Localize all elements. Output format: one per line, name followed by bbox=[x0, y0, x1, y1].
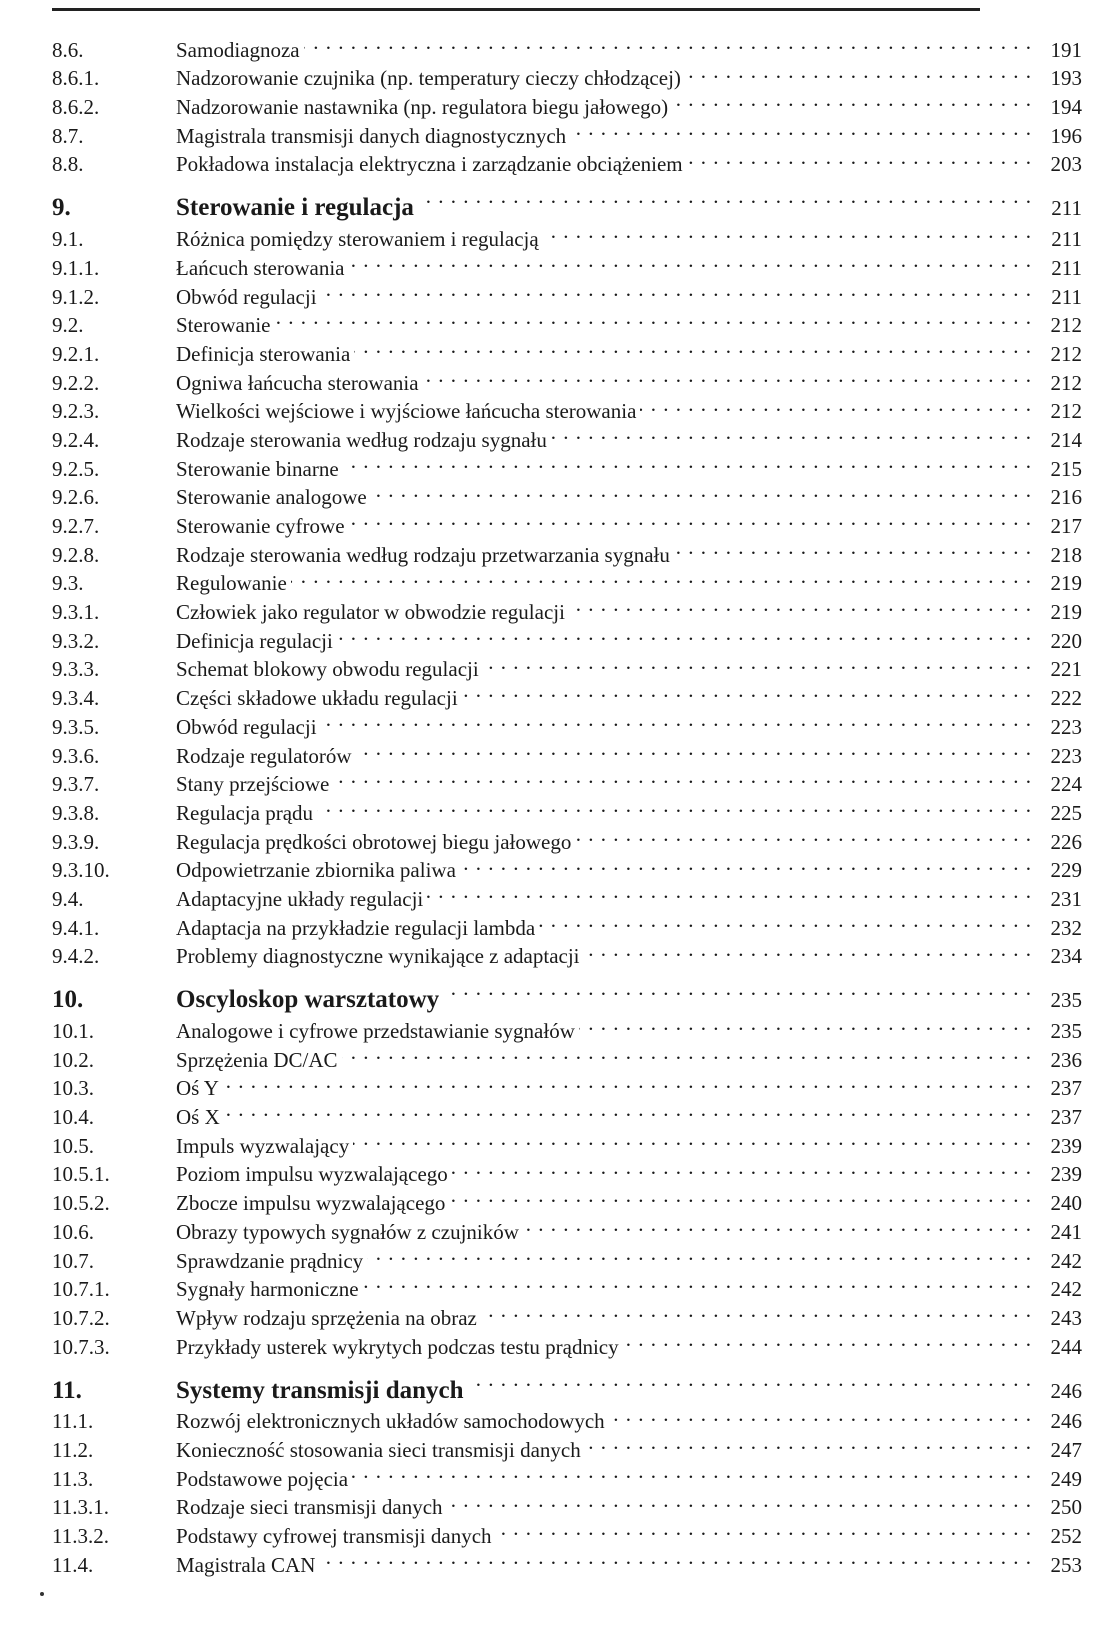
toc-entry-page: 243 bbox=[1050, 1305, 1082, 1330]
toc-entry-title: Rodzaje sterowania według rodzaju sygnału bbox=[176, 427, 547, 452]
toc-entry-page: 234 bbox=[1050, 944, 1082, 969]
dot-leader bbox=[354, 332, 1032, 361]
dot-leader bbox=[452, 1153, 1032, 1182]
toc-entry-number: 9.2.6. bbox=[52, 485, 100, 510]
dot-leader bbox=[319, 1543, 1032, 1572]
toc-entry-number: 11.1. bbox=[52, 1409, 94, 1434]
dot-leader bbox=[333, 763, 1032, 792]
toc-entry-page: 237 bbox=[1050, 1076, 1082, 1101]
dot-leader bbox=[640, 390, 1032, 419]
toc-entry-page: 232 bbox=[1050, 915, 1082, 940]
toc-entry-number: 8.7. bbox=[52, 123, 84, 148]
toc-entry-number: 9.3.5. bbox=[52, 714, 100, 739]
toc-entry-title: Schemat blokowy obwodu regulacji bbox=[176, 657, 479, 682]
dot-leader bbox=[224, 1095, 1032, 1124]
toc-entry-number: 9. bbox=[52, 194, 71, 222]
table-of-contents bbox=[52, 28, 1082, 1577]
dot-leader bbox=[468, 1360, 1032, 1398]
dot-leader bbox=[462, 676, 1032, 705]
dot-leader bbox=[342, 1038, 1032, 1067]
toc-entry-page: 219 bbox=[1050, 600, 1082, 625]
toc-entry-number: 8.6. bbox=[52, 37, 84, 62]
dot-leader bbox=[585, 1428, 1032, 1457]
toc-entry-number: 9.3.2. bbox=[52, 628, 100, 653]
toc-entry-number: 9.2. bbox=[52, 313, 84, 338]
toc-chapter-row[interactable] bbox=[52, 969, 1082, 1014]
dot-leader bbox=[570, 114, 1032, 143]
toc-entry-title: Oscyloskop warsztatowy bbox=[176, 986, 440, 1014]
toc-entry-page: 239 bbox=[1050, 1133, 1082, 1158]
toc-entry-page: 229 bbox=[1050, 858, 1082, 883]
toc-entry-number: 9.3.1. bbox=[52, 600, 100, 625]
toc-entry-number: 9.4.2. bbox=[52, 944, 100, 969]
toc-entry-number: 9.3.7. bbox=[52, 772, 100, 797]
toc-chapter-row[interactable] bbox=[52, 1360, 1082, 1404]
toc-entry-number: 9.4. bbox=[52, 886, 84, 911]
toc-entry-number: 10.4. bbox=[52, 1105, 94, 1130]
toc-entry-title: Wielkości wejściowe i wyjściowe łańcucha sterowania bbox=[176, 399, 637, 424]
toc-entry-number: 10.5.2. bbox=[52, 1191, 110, 1216]
dot-leader bbox=[291, 562, 1032, 591]
toc-entry-title: Podstawowe pojęcia bbox=[176, 1466, 349, 1491]
toc-entry-number: 9.2.4. bbox=[52, 427, 100, 452]
dot-leader bbox=[609, 1400, 1032, 1429]
dot-leader bbox=[575, 820, 1032, 849]
toc-entry-page: 196 bbox=[1050, 123, 1082, 148]
toc-entry-page: 221 bbox=[1050, 657, 1082, 682]
toc-entry-number: 10.6. bbox=[52, 1219, 94, 1244]
dot-leader bbox=[481, 1296, 1032, 1325]
toc-entry-title: Systemy transmisji danych bbox=[176, 1376, 464, 1404]
toc-entry-title: Sygnały harmoniczne bbox=[176, 1277, 359, 1302]
dot-leader bbox=[427, 877, 1032, 906]
toc-entry-title: Podstawy cyfrowej transmisji danych bbox=[176, 1524, 492, 1548]
toc-entry-number: 9.3.4. bbox=[52, 686, 100, 711]
toc-entry-title: Poziom impulsu wyzwalającego bbox=[176, 1162, 448, 1187]
dot-leader bbox=[460, 849, 1032, 878]
toc-entry-page: 193 bbox=[1050, 66, 1082, 91]
scan-speck bbox=[40, 1592, 44, 1596]
toc-entry-page: 214 bbox=[1050, 427, 1082, 452]
top-rule bbox=[52, 8, 980, 11]
toc-entry-number: 10. bbox=[52, 986, 84, 1014]
dot-leader bbox=[443, 969, 1032, 1007]
toc-entry-title: Regulowanie bbox=[176, 571, 287, 596]
dot-leader bbox=[317, 791, 1032, 820]
toc-entry-title: Magistrala CAN bbox=[176, 1552, 316, 1577]
toc-entry-page: 212 bbox=[1050, 399, 1082, 424]
dot-leader bbox=[367, 1239, 1032, 1268]
toc-entry-page: 191 bbox=[1050, 37, 1082, 62]
dot-leader bbox=[349, 504, 1032, 533]
toc-entry-number: 10.5.1. bbox=[52, 1162, 110, 1187]
toc-entry-title: Rodzaje regulatorów bbox=[176, 743, 352, 768]
toc-entry-page: 211 bbox=[1051, 227, 1082, 252]
toc-entry-title: Nadzorowanie nastawnika (np. regulatora biegu jałowego) bbox=[176, 95, 669, 120]
toc-entry-page: 242 bbox=[1050, 1248, 1082, 1273]
toc-entry-page: 244 bbox=[1050, 1334, 1082, 1359]
toc-entry-page: 237 bbox=[1050, 1105, 1082, 1130]
toc-entry-page: 212 bbox=[1050, 313, 1082, 338]
dot-leader bbox=[337, 619, 1032, 648]
toc-entry-page: 216 bbox=[1050, 485, 1082, 510]
dot-leader bbox=[584, 935, 1032, 964]
toc-entry-page: 253 bbox=[1050, 1552, 1082, 1577]
toc-entry-title: Przykłady usterek wykrytych podczas testu prądnicy bbox=[176, 1334, 619, 1359]
dot-leader bbox=[352, 1457, 1032, 1486]
toc-entry-number: 9.3. bbox=[52, 571, 84, 596]
toc-entry-title: Sterowanie i regulacja bbox=[176, 194, 414, 222]
toc-entry-page: 246 bbox=[1050, 1378, 1082, 1403]
toc-entry-title: Adaptacja na przykładzie regulacji lambda bbox=[176, 915, 536, 940]
dot-leader bbox=[674, 533, 1032, 562]
toc-entry-number: 9.3.10. bbox=[52, 858, 110, 883]
dot-leader bbox=[343, 447, 1032, 476]
toc-entry-title: Różnica pomiędzy sterowaniem i regulacją bbox=[176, 227, 539, 252]
toc-entry-number: 9.2.2. bbox=[52, 370, 100, 395]
dot-leader bbox=[687, 143, 1032, 172]
toc-entry-number: 9.2.1. bbox=[52, 341, 100, 366]
dot-leader bbox=[449, 1181, 1032, 1210]
toc-entry-page: 212 bbox=[1050, 370, 1082, 395]
toc-entry-title: Samodiagnoza bbox=[176, 37, 300, 62]
toc-entry-title: Zbocze impulsu wyzwalającego bbox=[176, 1191, 446, 1216]
toc-entry-page: 249 bbox=[1050, 1466, 1082, 1491]
toc-entry-title: Obwód regulacji bbox=[176, 284, 317, 309]
toc-entry-number: 10.5. bbox=[52, 1133, 94, 1158]
toc-entry-number: 9.3.8. bbox=[52, 800, 100, 825]
toc-entry-title: Definicja sterowania bbox=[176, 341, 351, 366]
toc-entry-page: 246 bbox=[1050, 1409, 1082, 1434]
toc-entry-title: Odpowietrzanie zbiornika paliwa bbox=[176, 858, 456, 883]
toc-entry-page: 236 bbox=[1050, 1047, 1082, 1072]
toc-entry-page: 194 bbox=[1050, 95, 1082, 120]
toc-entry-title: Oś X bbox=[176, 1105, 220, 1130]
dot-leader bbox=[363, 1268, 1032, 1297]
toc-entry-page: 240 bbox=[1050, 1191, 1082, 1216]
toc-entry-title: Impuls wyzwalający bbox=[176, 1133, 350, 1158]
toc-entry-title: Wpływ rodzaju sprzężenia na obraz bbox=[176, 1305, 477, 1330]
dot-leader bbox=[539, 906, 1032, 935]
toc-entry-number: 9.3.6. bbox=[52, 743, 100, 768]
toc-entry-page: 224 bbox=[1050, 772, 1082, 797]
toc-entry-page: 215 bbox=[1050, 456, 1082, 481]
toc-entry-number: 9.1. bbox=[52, 227, 84, 252]
toc-entry-number: 9.2.3. bbox=[52, 399, 100, 424]
toc-entry-title: Sterowanie analogowe bbox=[176, 485, 367, 510]
toc-entry-number: 10.7. bbox=[52, 1248, 94, 1273]
toc-entry-page: 211 bbox=[1051, 284, 1082, 309]
toc-entry-title: Sterowanie cyfrowe bbox=[176, 514, 345, 538]
toc-entry-page: 250 bbox=[1050, 1495, 1082, 1520]
toc-entry-number: 9.4.1. bbox=[52, 915, 100, 940]
toc-entry-title: Sterowanie bbox=[176, 313, 271, 338]
toc-entry-number: 11.3.2. bbox=[52, 1524, 109, 1548]
toc-entry-title: Adaptacyjne układy regulacji bbox=[176, 886, 424, 911]
toc-entry-row[interactable] bbox=[52, 28, 1082, 62]
dot-leader bbox=[353, 1124, 1032, 1153]
toc-entry-page: 247 bbox=[1050, 1437, 1082, 1462]
toc-entry-number: 11. bbox=[52, 1376, 82, 1404]
toc-entry-page: 219 bbox=[1050, 571, 1082, 596]
dot-leader bbox=[423, 361, 1032, 390]
dot-leader bbox=[371, 476, 1032, 505]
dot-leader bbox=[551, 418, 1032, 447]
toc-entry-title: Rodzaje sieci transmisji danych bbox=[176, 1495, 443, 1520]
toc-entry-page: 217 bbox=[1050, 514, 1082, 538]
dot-leader bbox=[304, 28, 1032, 57]
toc-entry-title: Obwód regulacji bbox=[176, 714, 317, 739]
dot-leader bbox=[321, 275, 1032, 304]
dot-leader bbox=[672, 85, 1032, 114]
toc-entry-number: 11.3.1. bbox=[52, 1495, 109, 1520]
dot-leader bbox=[447, 1486, 1032, 1515]
toc-entry-title: Sprzężenia DC/AC bbox=[176, 1047, 338, 1072]
dot-leader bbox=[349, 246, 1032, 275]
toc-entry-number: 8.8. bbox=[52, 152, 84, 177]
dot-leader bbox=[496, 1514, 1032, 1543]
toc-entry-number: 10.1. bbox=[52, 1019, 94, 1043]
toc-entry-title: Łańcuch sterowania bbox=[176, 255, 345, 280]
dot-leader bbox=[223, 1067, 1032, 1096]
toc-entry-number: 9.3.3. bbox=[52, 657, 100, 682]
toc-entry-number: 9.3.9. bbox=[52, 829, 100, 854]
toc-entry-title: Pokładowa instalacja elektryczna i zarządzanie obciążeniem bbox=[176, 152, 683, 177]
toc-entry-number: 9.1.2. bbox=[52, 284, 100, 309]
toc-entry-number: 9.2.7. bbox=[52, 514, 100, 538]
toc-entry-number: 10.7.3. bbox=[52, 1334, 110, 1359]
toc-entry-title: Regulacja prędkości obrotowej biegu jałowego bbox=[176, 829, 572, 854]
dot-leader bbox=[418, 177, 1032, 215]
toc-entry-page: 223 bbox=[1050, 714, 1082, 739]
toc-entry-number: 10.2. bbox=[52, 1047, 94, 1072]
toc-entry-title: Obrazy typowych sygnałów z czujników bbox=[176, 1219, 519, 1244]
dot-leader bbox=[356, 734, 1032, 763]
toc-entry-title: Magistrala transmisji danych diagnostycznych bbox=[176, 123, 567, 148]
toc-entry-title: Definicja regulacji bbox=[176, 628, 333, 653]
toc-entry-number: 8.6.2. bbox=[52, 95, 100, 120]
dot-leader bbox=[685, 57, 1032, 86]
dot-leader bbox=[321, 705, 1032, 734]
toc-entry-page: 242 bbox=[1050, 1277, 1082, 1302]
dot-leader bbox=[523, 1210, 1032, 1239]
toc-entry-page: 235 bbox=[1050, 1019, 1082, 1043]
toc-entry-page: 220 bbox=[1050, 628, 1082, 653]
toc-entry-number: 8.6.1. bbox=[52, 66, 100, 91]
toc-entry-page: 223 bbox=[1050, 743, 1082, 768]
toc-entry-page: 235 bbox=[1050, 988, 1082, 1013]
toc-entry-title: Oś Y bbox=[176, 1076, 219, 1101]
toc-entry-page: 231 bbox=[1050, 886, 1082, 911]
toc-entry-number: 11.3. bbox=[52, 1466, 94, 1491]
toc-entry-number: 9.2.5. bbox=[52, 456, 100, 481]
dot-leader bbox=[483, 648, 1032, 677]
toc-entry-page: 218 bbox=[1050, 542, 1082, 567]
toc-entry-title: Ogniwa łańcucha sterowania bbox=[176, 370, 419, 395]
toc-entry-title: Sterowanie binarne bbox=[176, 456, 339, 481]
toc-entry-page: 225 bbox=[1050, 800, 1082, 825]
toc-entry-title: Problemy diagnostyczne wynikające z adaptacji bbox=[176, 944, 580, 969]
toc-entry-page: 212 bbox=[1050, 341, 1082, 366]
toc-entry-number: 10.7.2. bbox=[52, 1305, 110, 1330]
toc-entry-page: 241 bbox=[1050, 1219, 1082, 1244]
toc-entry-title: Części składowe układu regulacji bbox=[176, 686, 458, 711]
toc-entry-title: Sprawdzanie prądnicy bbox=[176, 1248, 364, 1273]
toc-entry-title: Człowiek jako regulator w obwodzie regulacji bbox=[176, 600, 565, 625]
toc-entry-page: 203 bbox=[1050, 152, 1082, 177]
dot-leader bbox=[623, 1325, 1032, 1354]
toc-entry-page: 239 bbox=[1050, 1162, 1082, 1187]
dot-leader bbox=[274, 304, 1032, 333]
toc-chapter-row[interactable] bbox=[52, 177, 1082, 222]
dot-leader bbox=[579, 1009, 1032, 1038]
toc-entry-page: 211 bbox=[1051, 196, 1082, 221]
toc-entry-number: 9.1.1. bbox=[52, 255, 100, 280]
toc-entry-number: 9.2.8. bbox=[52, 542, 100, 567]
toc-entry-number: 11.2. bbox=[52, 1437, 94, 1462]
toc-entry-title: Rodzaje sterowania według rodzaju przetwarzania sygnału bbox=[176, 542, 670, 567]
toc-entry-title: Konieczność stosowania sieci transmisji danych bbox=[176, 1437, 581, 1462]
toc-entry-page: 211 bbox=[1051, 255, 1082, 280]
toc-entry-page: 222 bbox=[1050, 686, 1082, 711]
toc-entry-title: Stany przejściowe bbox=[176, 772, 330, 797]
toc-entry-number: 10.7.1. bbox=[52, 1277, 110, 1302]
toc-entry-title: Nadzorowanie czujnika (np. temperatury cieczy chłodzącej) bbox=[176, 66, 681, 91]
toc-entry-title: Regulacja prądu bbox=[176, 800, 314, 825]
toc-entry-page: 252 bbox=[1050, 1524, 1082, 1548]
toc-entry-title: Rozwój elektronicznych układów samochodowych bbox=[176, 1409, 605, 1434]
dot-leader bbox=[569, 590, 1032, 619]
toc-entry-number: 11.4. bbox=[52, 1552, 94, 1577]
toc-entry-page: 226 bbox=[1050, 829, 1082, 854]
toc-entry-title: Analogowe i cyfrowe przedstawianie sygnałów bbox=[176, 1019, 575, 1043]
toc-entry-number: 10.3. bbox=[52, 1076, 94, 1101]
dot-leader bbox=[543, 217, 1032, 246]
